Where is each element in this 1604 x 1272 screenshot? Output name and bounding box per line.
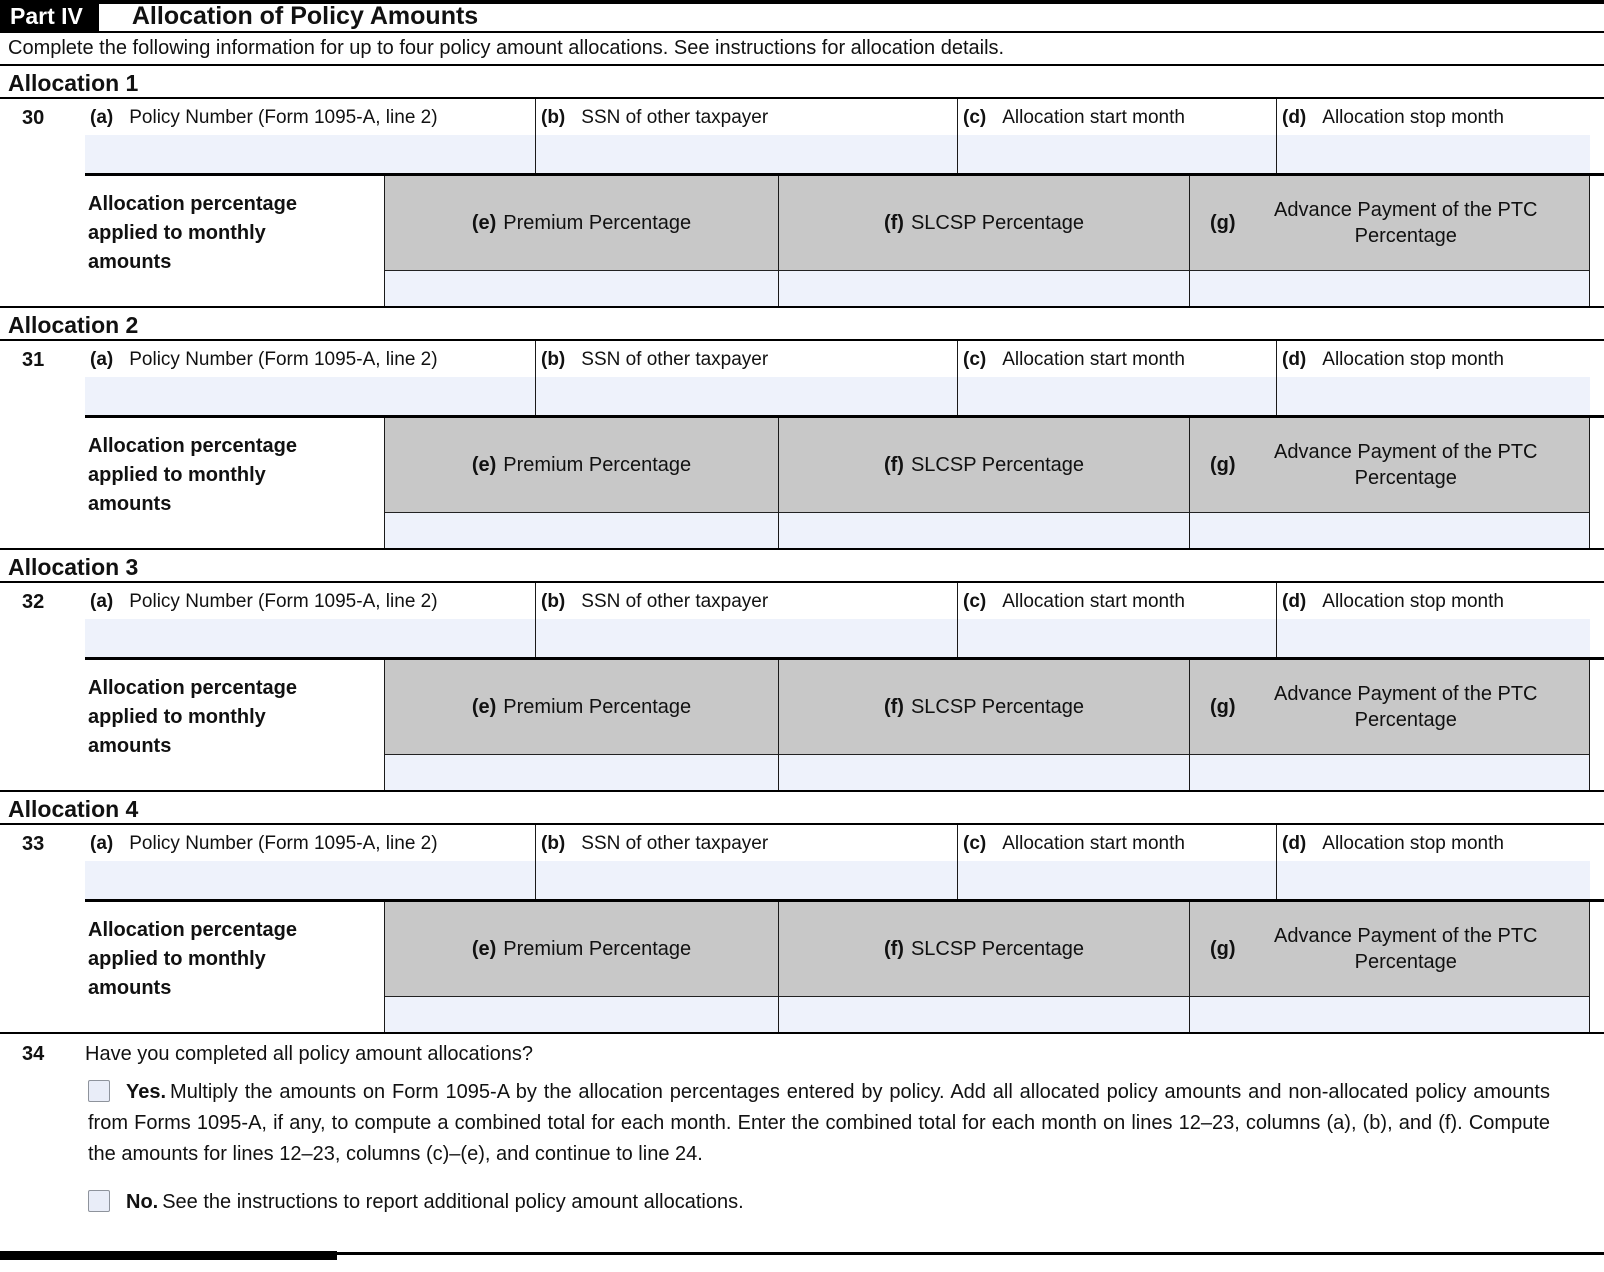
col-e-prefix: (e) [471, 454, 497, 476]
col-c-prefix: (c) [963, 591, 987, 612]
line-number-30: 30 [22, 107, 45, 129]
col-e-prefix: (e) [471, 212, 497, 234]
allocation-4-row-efg [85, 902, 1604, 1032]
alloc1-aptc-pct-field[interactable] [1189, 271, 1590, 306]
col-b-prefix: (b) [541, 833, 566, 854]
col-f-label: SLCSP Percentage [910, 696, 1085, 718]
col-d-header [1277, 341, 1590, 377]
col-b-header [536, 99, 957, 135]
allocation-1-section [0, 66, 1604, 308]
col-a-header [85, 341, 535, 377]
col-d-header [1277, 825, 1590, 861]
alloc1-ssn-field[interactable] [536, 135, 957, 173]
col-c-header [958, 341, 1276, 377]
col-d-header [1277, 99, 1590, 135]
no-checkbox[interactable] [88, 1190, 110, 1212]
part-iv-title: Allocation of Policy Amounts [131, 2, 479, 30]
alloc2-ssn-field[interactable] [536, 377, 957, 415]
col-a-header [85, 99, 535, 135]
col-b [535, 341, 957, 415]
alloc2-slcsp-pct-field[interactable] [778, 513, 1189, 548]
col-a-label: Policy Number (Form 1095-A, line 2) [129, 349, 438, 370]
col-c-header [958, 583, 1276, 619]
alloc4-stop-month-field[interactable] [1277, 861, 1590, 899]
alloc3-premium-pct-field[interactable] [385, 755, 778, 790]
col-g-label: Advance Payment of the PTC Percentage [1274, 441, 1538, 489]
col-d-label: Allocation stop month [1322, 107, 1504, 128]
allocation-percentage-label: Allocation percentage applied to monthly amounts [85, 902, 385, 1032]
alloc2-aptc-pct-field[interactable] [1189, 513, 1590, 548]
col-a-prefix: (a) [90, 591, 114, 612]
col-c-label: Allocation start month [1002, 107, 1185, 128]
alloc3-stop-month-field[interactable] [1277, 619, 1590, 657]
col-d-prefix: (d) [1282, 349, 1307, 370]
col-b-prefix: (b) [541, 591, 566, 612]
col-d [1276, 341, 1590, 415]
alloc4-slcsp-pct-field[interactable] [778, 997, 1189, 1032]
col-c-label: Allocation start month [1002, 591, 1185, 612]
col-f-label: SLCSP Percentage [910, 454, 1085, 476]
allocation-2-row-abcd [22, 341, 1604, 418]
col-g-label: Advance Payment of the PTC Percentage [1274, 199, 1538, 247]
col-b-label: SSN of other taxpayer [581, 349, 769, 370]
col-c-header [958, 825, 1276, 861]
allocation-percentage-label: Allocation percentage applied to monthly amounts [85, 660, 385, 790]
allocation-percentage-label: Allocation percentage applied to monthly amounts [85, 176, 385, 306]
col-e-header [385, 418, 778, 513]
col-a [85, 99, 535, 173]
col-g-label: Advance Payment of the PTC Percentage [1274, 683, 1538, 731]
col-c-prefix: (c) [963, 107, 987, 128]
line-number-31: 31 [22, 349, 45, 371]
col-b-prefix: (b) [541, 107, 566, 128]
yes-checkbox[interactable] [88, 1080, 110, 1102]
allocation-2-section [0, 308, 1604, 550]
alloc1-stop-month-field[interactable] [1277, 135, 1590, 173]
alloc3-start-month-field[interactable] [958, 619, 1276, 657]
alloc1-slcsp-pct-field[interactable] [778, 271, 1189, 306]
col-f-prefix: (f) [883, 454, 904, 476]
col-b-label: SSN of other taxpayer [581, 107, 769, 128]
col-f-label: SLCSP Percentage [910, 212, 1085, 234]
no-text: See the instructions to report additional policy amount allocations. [162, 1191, 744, 1213]
col-e-label: Premium Percentage [503, 696, 692, 718]
col-a-label: Policy Number (Form 1095-A, line 2) [129, 591, 438, 612]
allocation-3-section [0, 550, 1604, 792]
col-b-label: SSN of other taxpayer [581, 591, 769, 612]
col-f-prefix: (f) [883, 938, 904, 960]
alloc2-premium-pct-field[interactable] [385, 513, 778, 548]
alloc1-start-month-field[interactable] [958, 135, 1276, 173]
col-b-header [536, 825, 957, 861]
question-34-row [0, 1043, 1604, 1066]
question-34-yes-option [88, 1077, 1550, 1170]
part-iv-badge: Part IV [0, 4, 99, 31]
col-e-prefix: (e) [471, 938, 497, 960]
col-f-prefix: (f) [883, 696, 904, 718]
question-34-no-option [88, 1187, 1550, 1218]
col-g-prefix: (g) [1210, 938, 1236, 960]
col-a [85, 583, 535, 657]
col-a-label: Policy Number (Form 1095-A, line 2) [129, 107, 438, 128]
allocation-4-section [0, 792, 1604, 1034]
col-b-header [536, 583, 957, 619]
alloc4-ssn-field[interactable] [536, 861, 957, 899]
col-b-label: SSN of other taxpayer [581, 833, 769, 854]
alloc4-aptc-pct-field[interactable] [1189, 997, 1590, 1032]
col-c-prefix: (c) [963, 349, 987, 370]
col-e-header [385, 176, 778, 271]
col-c [957, 341, 1276, 415]
col-g-prefix: (g) [1210, 454, 1236, 476]
col-d-prefix: (d) [1282, 591, 1307, 612]
alloc3-ssn-field[interactable] [536, 619, 957, 657]
col-a-prefix: (a) [90, 349, 114, 370]
allocation-4-row-abcd [22, 825, 1604, 902]
allocation-3-row-abcd [22, 583, 1604, 660]
allocation-4-title: Allocation 4 [0, 792, 1604, 825]
alloc2-policy-number-field[interactable] [85, 377, 535, 415]
allocation-2-row-efg [85, 418, 1604, 548]
col-a-prefix: (a) [90, 833, 114, 854]
col-g-header [1189, 176, 1590, 271]
col-a [85, 825, 535, 899]
col-b [535, 583, 957, 657]
col-e-label: Premium Percentage [503, 938, 692, 960]
col-f-header [778, 176, 1189, 271]
col-e-label: Premium Percentage [503, 212, 692, 234]
col-c-header [958, 99, 1276, 135]
col-e-prefix: (e) [471, 696, 497, 718]
col-a-header [85, 825, 535, 861]
col-c [957, 583, 1276, 657]
col-a-label: Policy Number (Form 1095-A, line 2) [129, 833, 438, 854]
col-f-header [778, 418, 1189, 513]
allocation-1-row-efg [85, 176, 1604, 306]
col-d-prefix: (d) [1282, 833, 1307, 854]
col-f-label: SLCSP Percentage [910, 938, 1085, 960]
yes-label: Yes. [126, 1081, 167, 1103]
alloc2-start-month-field[interactable] [958, 377, 1276, 415]
part-iv-header [0, 0, 1604, 33]
alloc4-policy-number-field[interactable] [85, 861, 535, 899]
alloc4-premium-pct-field[interactable] [385, 997, 778, 1032]
col-c-label: Allocation start month [1002, 833, 1185, 854]
next-part-badge-edge [0, 1251, 337, 1260]
line-number-34: 34 [22, 1043, 45, 1065]
col-d-header [1277, 583, 1590, 619]
col-d [1276, 583, 1590, 657]
col-c [957, 99, 1276, 173]
allocation-percentage-label: Allocation percentage applied to monthly amounts [85, 418, 385, 548]
allocation-1-title: Allocation 1 [0, 66, 1604, 99]
col-c-prefix: (c) [963, 833, 987, 854]
col-g-header [1189, 902, 1590, 997]
col-g-header [1189, 418, 1590, 513]
col-f-header [778, 660, 1189, 755]
allocation-3-title: Allocation 3 [0, 550, 1604, 583]
next-section-top-edge [0, 1251, 1604, 1261]
col-e-header [385, 660, 778, 755]
col-b-prefix: (b) [541, 349, 566, 370]
line-number-33: 33 [22, 833, 45, 855]
no-label: No. [126, 1191, 159, 1213]
intro-text: Complete the following information for up to four policy amount allocations. See instructions for allocation details. [0, 33, 1604, 66]
alloc3-slcsp-pct-field[interactable] [778, 755, 1189, 790]
col-g-prefix: (g) [1210, 696, 1236, 718]
allocation-2-title: Allocation 2 [0, 308, 1604, 341]
col-b [535, 825, 957, 899]
col-d-label: Allocation stop month [1322, 833, 1504, 854]
col-d-prefix: (d) [1282, 107, 1307, 128]
col-f-header [778, 902, 1189, 997]
alloc2-stop-month-field[interactable] [1277, 377, 1590, 415]
col-c-label: Allocation start month [1002, 349, 1185, 370]
col-b [535, 99, 957, 173]
col-d-label: Allocation stop month [1322, 349, 1504, 370]
allocation-1-row-abcd [22, 99, 1604, 176]
question-34-text: Have you completed all policy amount allocations? [85, 1043, 534, 1065]
col-a-header [85, 583, 535, 619]
alloc4-start-month-field[interactable] [958, 861, 1276, 899]
col-g-header [1189, 660, 1590, 755]
col-e-header [385, 902, 778, 997]
alloc3-policy-number-field[interactable] [85, 619, 535, 657]
col-e-label: Premium Percentage [503, 454, 692, 476]
col-c [957, 825, 1276, 899]
col-g-prefix: (g) [1210, 212, 1236, 234]
col-a [85, 341, 535, 415]
alloc3-aptc-pct-field[interactable] [1189, 755, 1590, 790]
col-b-header [536, 341, 957, 377]
col-d-label: Allocation stop month [1322, 591, 1504, 612]
col-g-label: Advance Payment of the PTC Percentage [1274, 925, 1538, 973]
col-d [1276, 825, 1590, 899]
col-f-prefix: (f) [883, 212, 904, 234]
alloc1-policy-number-field[interactable] [85, 135, 535, 173]
allocation-3-row-efg [85, 660, 1604, 790]
col-d [1276, 99, 1590, 173]
line-number-32: 32 [22, 591, 45, 613]
alloc1-premium-pct-field[interactable] [385, 271, 778, 306]
yes-text: Multiply the amounts on Form 1095-A by the allocation percentages entered by policy. Add all allocated policy amounts and non-allocated policy amounts from Forms 1095-A, if any, to compute a combined total for each month. Enter the combined total for each month on lines 12–23, columns (a), (b), and (f). Compute the amounts for lines 12–23, columns (c)–(e), and continue to line 24. [88, 1081, 1550, 1165]
col-a-prefix: (a) [90, 107, 114, 128]
